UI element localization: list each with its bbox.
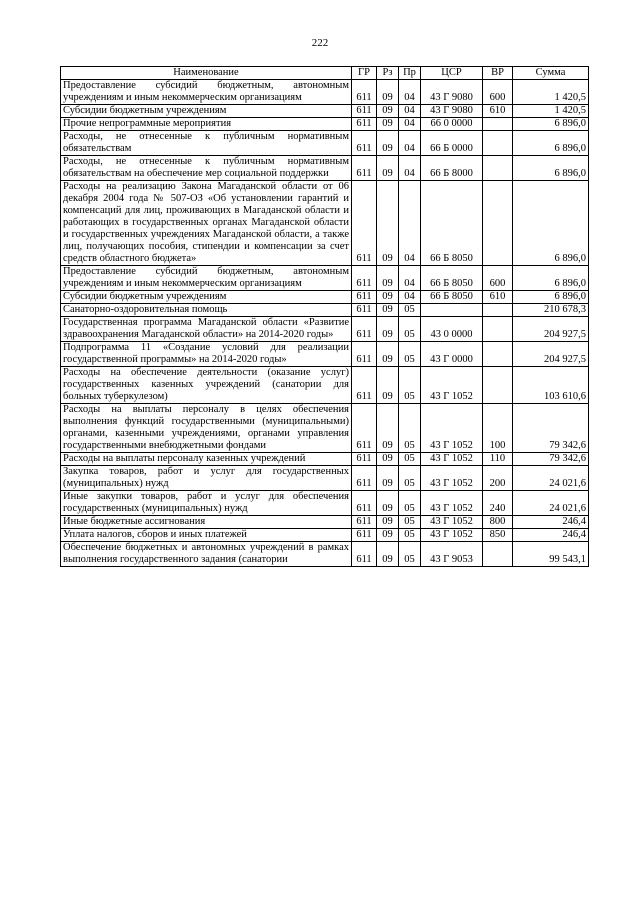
cell-sum: 79 342,6 <box>513 453 589 466</box>
cell-vr: 800 <box>483 516 513 529</box>
cell-csr: 43 Г 1052 <box>421 491 483 516</box>
cell-sum: 24 021,6 <box>513 491 589 516</box>
cell-pr: 04 <box>399 156 421 181</box>
cell-pr: 05 <box>399 516 421 529</box>
cell-csr: 66 Б 8000 <box>421 156 483 181</box>
table-row <box>61 181 589 266</box>
cell-vr <box>483 304 513 317</box>
table-row <box>61 529 589 542</box>
cell-name: Государственная программа Магаданской области «Развитие здравоохранения Магаданской области» на 2014-2020 годы» <box>61 317 352 342</box>
cell-rz: 09 <box>377 156 399 181</box>
cell-gr: 611 <box>352 466 377 491</box>
cell-sum: 6 896,0 <box>513 118 589 131</box>
cell-name: Расходы, не отнесенные к публичным нормативным обязательствам <box>61 131 352 156</box>
cell-name: Иные бюджетные ассигнования <box>61 516 352 529</box>
cell-sum: 6 896,0 <box>513 181 589 266</box>
cell-name: Расходы на выплаты персоналу казенных учреждений <box>61 453 352 466</box>
table-header-row <box>61 67 589 80</box>
cell-gr: 611 <box>352 453 377 466</box>
page-number: 222 <box>311 37 329 49</box>
cell-gr: 611 <box>352 266 377 291</box>
cell-vr <box>483 317 513 342</box>
cell-vr <box>483 156 513 181</box>
table-row <box>61 453 589 466</box>
cell-gr: 611 <box>352 367 377 404</box>
table-row <box>61 156 589 181</box>
cell-rz: 09 <box>377 491 399 516</box>
cell-vr <box>483 542 513 567</box>
cell-csr: 43 Г 1052 <box>421 516 483 529</box>
table-row <box>61 266 589 291</box>
cell-name: Закупка товаров, работ и услуг для государственных (муниципальных) нужд <box>61 466 352 491</box>
cell-pr: 05 <box>399 529 421 542</box>
cell-csr: 66 Б 8050 <box>421 291 483 304</box>
cell-rz: 09 <box>377 404 399 453</box>
cell-name: Расходы на реализацию Закона Магаданской области от 06 декабря 2004 года № 507-ОЗ «Об установлении гарантий и компенсаций для лиц, проживающих в Магаданской области и работающих в государственных органах Магаданской области и государственных учреждениях Магаданской области, а также лиц, получающих пособия, стипендии и компенсации за счет средств областного бюджета» <box>61 181 352 266</box>
cell-csr: 43 Г 1052 <box>421 453 483 466</box>
table-row <box>61 516 589 529</box>
cell-pr: 05 <box>399 304 421 317</box>
table-row <box>61 105 589 118</box>
cell-csr: 66 0 0000 <box>421 118 483 131</box>
cell-csr: 43 Г 1052 <box>421 466 483 491</box>
table-row <box>61 342 589 367</box>
header-pr: Пр <box>399 67 421 80</box>
cell-gr: 611 <box>352 304 377 317</box>
cell-pr: 04 <box>399 291 421 304</box>
cell-rz: 09 <box>377 542 399 567</box>
cell-vr: 100 <box>483 404 513 453</box>
cell-rz: 09 <box>377 466 399 491</box>
table-row <box>61 491 589 516</box>
cell-gr: 611 <box>352 105 377 118</box>
cell-name: Обеспечение бюджетных и автономных учреждений в рамках выполнения государственного задания (санатории <box>61 542 352 567</box>
cell-rz: 09 <box>377 304 399 317</box>
cell-csr: 66 Б 8050 <box>421 181 483 266</box>
budget-table <box>60 66 589 567</box>
cell-sum: 24 021,6 <box>513 466 589 491</box>
cell-name: Расходы на выплаты персоналу в целях обеспечения выполнения функций государственными (муниципальными) органами, казенными учреждениями, органами управления государственными внебюджетными фондами <box>61 404 352 453</box>
cell-rz: 09 <box>377 131 399 156</box>
cell-gr: 611 <box>352 156 377 181</box>
cell-gr: 611 <box>352 181 377 266</box>
cell-gr: 611 <box>352 118 377 131</box>
header-gr: ГР <box>352 67 377 80</box>
cell-pr: 04 <box>399 266 421 291</box>
cell-csr <box>421 304 483 317</box>
cell-sum: 79 342,6 <box>513 404 589 453</box>
cell-rz: 09 <box>377 105 399 118</box>
cell-rz: 09 <box>377 453 399 466</box>
cell-sum: 204 927,5 <box>513 317 589 342</box>
table-row <box>61 466 589 491</box>
cell-sum: 204 927,5 <box>513 342 589 367</box>
cell-gr: 611 <box>352 291 377 304</box>
cell-vr: 610 <box>483 105 513 118</box>
cell-vr <box>483 367 513 404</box>
table-row <box>61 291 589 304</box>
cell-csr: 66 Б 8050 <box>421 266 483 291</box>
cell-name: Подпрограмма 11 «Создание условий для реализации государственной программы» на 2014-2020 годы» <box>61 342 352 367</box>
cell-pr: 04 <box>399 118 421 131</box>
cell-vr: 110 <box>483 453 513 466</box>
cell-gr: 611 <box>352 491 377 516</box>
cell-sum: 6 896,0 <box>513 156 589 181</box>
cell-pr: 04 <box>399 181 421 266</box>
cell-vr: 600 <box>483 266 513 291</box>
cell-vr: 200 <box>483 466 513 491</box>
header-rz: Рз <box>377 67 399 80</box>
cell-gr: 611 <box>352 317 377 342</box>
cell-pr: 04 <box>399 80 421 105</box>
cell-sum: 103 610,6 <box>513 367 589 404</box>
cell-pr: 05 <box>399 542 421 567</box>
cell-rz: 09 <box>377 529 399 542</box>
cell-sum: 246,4 <box>513 529 589 542</box>
cell-rz: 09 <box>377 181 399 266</box>
table-row <box>61 304 589 317</box>
cell-sum: 6 896,0 <box>513 131 589 156</box>
table-body <box>61 80 589 567</box>
cell-pr: 05 <box>399 342 421 367</box>
cell-name: Предоставление субсидий бюджетным, автономным учреждениям и иным некоммерческим организациям <box>61 266 352 291</box>
cell-rz: 09 <box>377 317 399 342</box>
cell-pr: 05 <box>399 404 421 453</box>
cell-gr: 611 <box>352 404 377 453</box>
cell-sum: 99 543,1 <box>513 542 589 567</box>
table-row <box>61 80 589 105</box>
cell-sum: 210 678,3 <box>513 304 589 317</box>
cell-name: Расходы на обеспечение деятельности (оказание услуг) государственных казенных учреждений (санатории для больных туберкулезом) <box>61 367 352 404</box>
cell-csr: 43 Г 9080 <box>421 80 483 105</box>
cell-csr: 43 Г 1052 <box>421 404 483 453</box>
cell-sum: 6 896,0 <box>513 291 589 304</box>
header-name: Наименование <box>61 67 352 80</box>
cell-csr: 43 Г 0000 <box>421 342 483 367</box>
cell-vr: 850 <box>483 529 513 542</box>
cell-name: Субсидии бюджетным учреждениям <box>61 291 352 304</box>
table-row <box>61 404 589 453</box>
cell-pr: 04 <box>399 105 421 118</box>
header-vr: ВР <box>483 67 513 80</box>
cell-gr: 611 <box>352 131 377 156</box>
cell-pr: 05 <box>399 367 421 404</box>
cell-pr: 05 <box>399 317 421 342</box>
cell-name: Уплата налогов, сборов и иных платежей <box>61 529 352 542</box>
cell-rz: 09 <box>377 342 399 367</box>
cell-csr: 43 0 0000 <box>421 317 483 342</box>
cell-gr: 611 <box>352 529 377 542</box>
cell-name: Расходы, не отнесенные к публичным нормативным обязательствам на обеспечение мер социальной поддержки <box>61 156 352 181</box>
cell-gr: 611 <box>352 516 377 529</box>
cell-name: Субсидии бюджетным учреждениям <box>61 105 352 118</box>
header-sum: Сумма <box>513 67 589 80</box>
table-row <box>61 131 589 156</box>
cell-name: Прочие непрограммные мероприятия <box>61 118 352 131</box>
cell-sum: 6 896,0 <box>513 266 589 291</box>
cell-rz: 09 <box>377 80 399 105</box>
cell-gr: 611 <box>352 80 377 105</box>
cell-name: Иные закупки товаров, работ и услуг для обеспечения государственных (муниципальных) нужд <box>61 491 352 516</box>
cell-sum: 246,4 <box>513 516 589 529</box>
cell-csr: 43 Г 1052 <box>421 529 483 542</box>
cell-pr: 05 <box>399 491 421 516</box>
cell-csr: 43 Г 1052 <box>421 367 483 404</box>
cell-name: Предоставление субсидий бюджетным, автономным учреждениям и иным некоммерческим организациям <box>61 80 352 105</box>
header-csr: ЦСР <box>421 67 483 80</box>
cell-sum: 1 420,5 <box>513 80 589 105</box>
cell-csr: 66 Б 0000 <box>421 131 483 156</box>
table-row <box>61 317 589 342</box>
cell-csr: 43 Г 9053 <box>421 542 483 567</box>
table-row <box>61 542 589 567</box>
cell-pr: 05 <box>399 466 421 491</box>
cell-rz: 09 <box>377 291 399 304</box>
cell-sum: 1 420,5 <box>513 105 589 118</box>
cell-rz: 09 <box>377 118 399 131</box>
cell-rz: 09 <box>377 367 399 404</box>
cell-gr: 611 <box>352 342 377 367</box>
cell-rz: 09 <box>377 266 399 291</box>
cell-name: Санаторно-оздоровительная помощь <box>61 304 352 317</box>
cell-rz: 09 <box>377 516 399 529</box>
cell-pr: 05 <box>399 453 421 466</box>
cell-vr: 240 <box>483 491 513 516</box>
cell-vr: 600 <box>483 80 513 105</box>
cell-vr <box>483 131 513 156</box>
cell-vr: 610 <box>483 291 513 304</box>
cell-gr: 611 <box>352 542 377 567</box>
table-row <box>61 367 589 404</box>
cell-vr <box>483 118 513 131</box>
cell-vr <box>483 342 513 367</box>
cell-csr: 43 Г 9080 <box>421 105 483 118</box>
cell-pr: 04 <box>399 131 421 156</box>
cell-vr <box>483 181 513 266</box>
table-row <box>61 118 589 131</box>
